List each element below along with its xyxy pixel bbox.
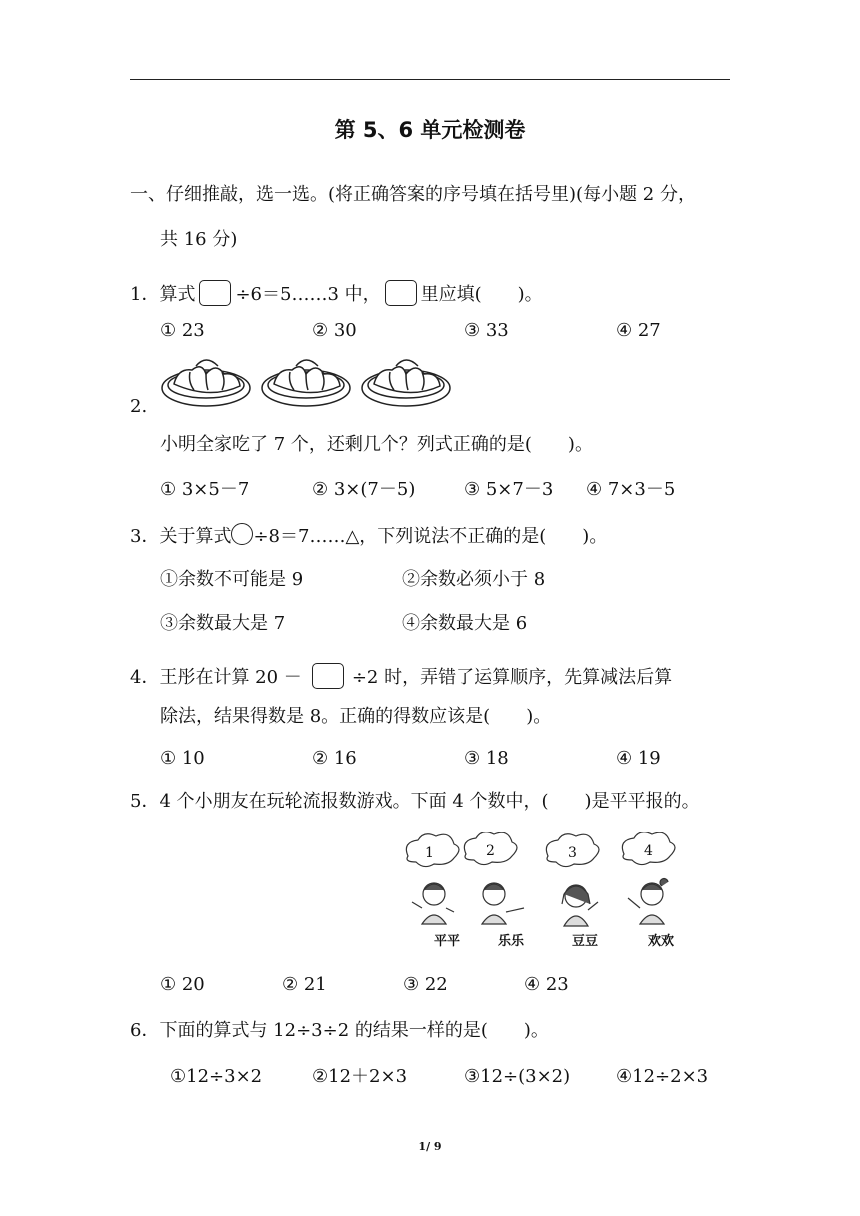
option: ④ 7×3－5: [586, 479, 676, 500]
option: ①12÷3×2: [170, 1066, 263, 1087]
question-text: 里应填( )。: [420, 284, 543, 305]
kid-name: 豆豆: [572, 934, 599, 949]
option: ④ 23: [524, 974, 569, 995]
blank-box: [312, 663, 344, 689]
option: ① 10: [160, 748, 205, 769]
question-text: ÷8＝7……△，下列说法不正确的是( )。: [253, 526, 608, 547]
dumpling-plates-illustration: [160, 352, 455, 412]
option: ①余数不可能是 9: [160, 569, 304, 590]
section-heading: 一、仔细推敲，选一选。(将正确答案的序号填在括号里)(每小题 2 分，: [130, 184, 696, 205]
option: ② 16: [312, 748, 357, 769]
question-text: 小明全家吃了 7 个，还剩几个？列式正确的是( )。: [160, 434, 593, 455]
question-text: ÷6＝5……3 中，: [235, 284, 381, 305]
section-heading-cont: 共 16 分): [160, 229, 238, 250]
question-4: [130, 663, 672, 691]
question-number: 3．: [130, 526, 160, 547]
option: ④ 27: [616, 320, 661, 341]
question-number: 1．: [130, 284, 160, 305]
question-text: 下面的算式与 12÷3÷2 的结果一样的是( )。: [159, 1020, 549, 1041]
option: ④12÷2×3: [616, 1066, 709, 1087]
question-number: 4．: [130, 667, 160, 688]
question-number: 2.: [130, 396, 148, 417]
option: ① 3×5－7: [160, 479, 250, 500]
question-6: [130, 1018, 549, 1044]
option: ③ 22: [403, 974, 448, 995]
question-1: [130, 280, 543, 308]
option: ② 21: [282, 974, 327, 995]
blank-box: [199, 280, 231, 306]
kid-name: 平平: [434, 934, 461, 949]
question-number: 5．: [130, 791, 160, 812]
question-text: 王彤在计算 20 －: [159, 667, 302, 688]
page-title: 第 5、6 单元检测卷: [334, 118, 526, 142]
question-number: 6．: [130, 1020, 160, 1041]
circle-blank: [231, 523, 253, 545]
option: ②12＋2×3: [312, 1066, 408, 1087]
option: ② 3×(7－5): [312, 479, 416, 500]
option: ② 30: [312, 320, 357, 341]
question-text: 算式: [159, 284, 196, 305]
blank-box: [385, 280, 417, 306]
option: ④余数最大是 6: [402, 613, 528, 634]
option: ③余数最大是 7: [160, 613, 286, 634]
kid-number: 2: [486, 843, 495, 859]
kid-number: 1: [425, 845, 434, 861]
question-3: [130, 523, 607, 550]
kid-name: 欢欢: [648, 934, 675, 949]
question-text: 关于算式: [159, 526, 232, 547]
kids-counting-illustration: [400, 832, 710, 952]
kid-number: 4: [644, 843, 653, 859]
kid-name: 乐乐: [498, 934, 525, 949]
option: ④ 19: [616, 748, 661, 769]
option: ③ 18: [464, 748, 509, 769]
option: ① 20: [160, 974, 205, 995]
kid-number: 3: [568, 845, 577, 861]
option: ③ 33: [464, 320, 509, 341]
option: ②余数必须小于 8: [402, 569, 546, 590]
page-number: 1/ 9: [418, 1140, 442, 1153]
question-text: 除法，结果得数是 8。正确的得数应该是( )。: [160, 706, 552, 727]
option: ③ 5×7－3: [464, 479, 554, 500]
header-rule: [130, 79, 730, 80]
option: ① 23: [160, 320, 205, 341]
question-text: 4 个小朋友在玩轮流报数游戏。下面 4 个数中，( )是平平报的。: [159, 791, 700, 812]
question-5: [130, 789, 700, 815]
option: ③12÷(3×2): [464, 1066, 571, 1087]
question-text: ÷2 时，弄错了运算顺序，先算减法后算: [351, 667, 673, 688]
